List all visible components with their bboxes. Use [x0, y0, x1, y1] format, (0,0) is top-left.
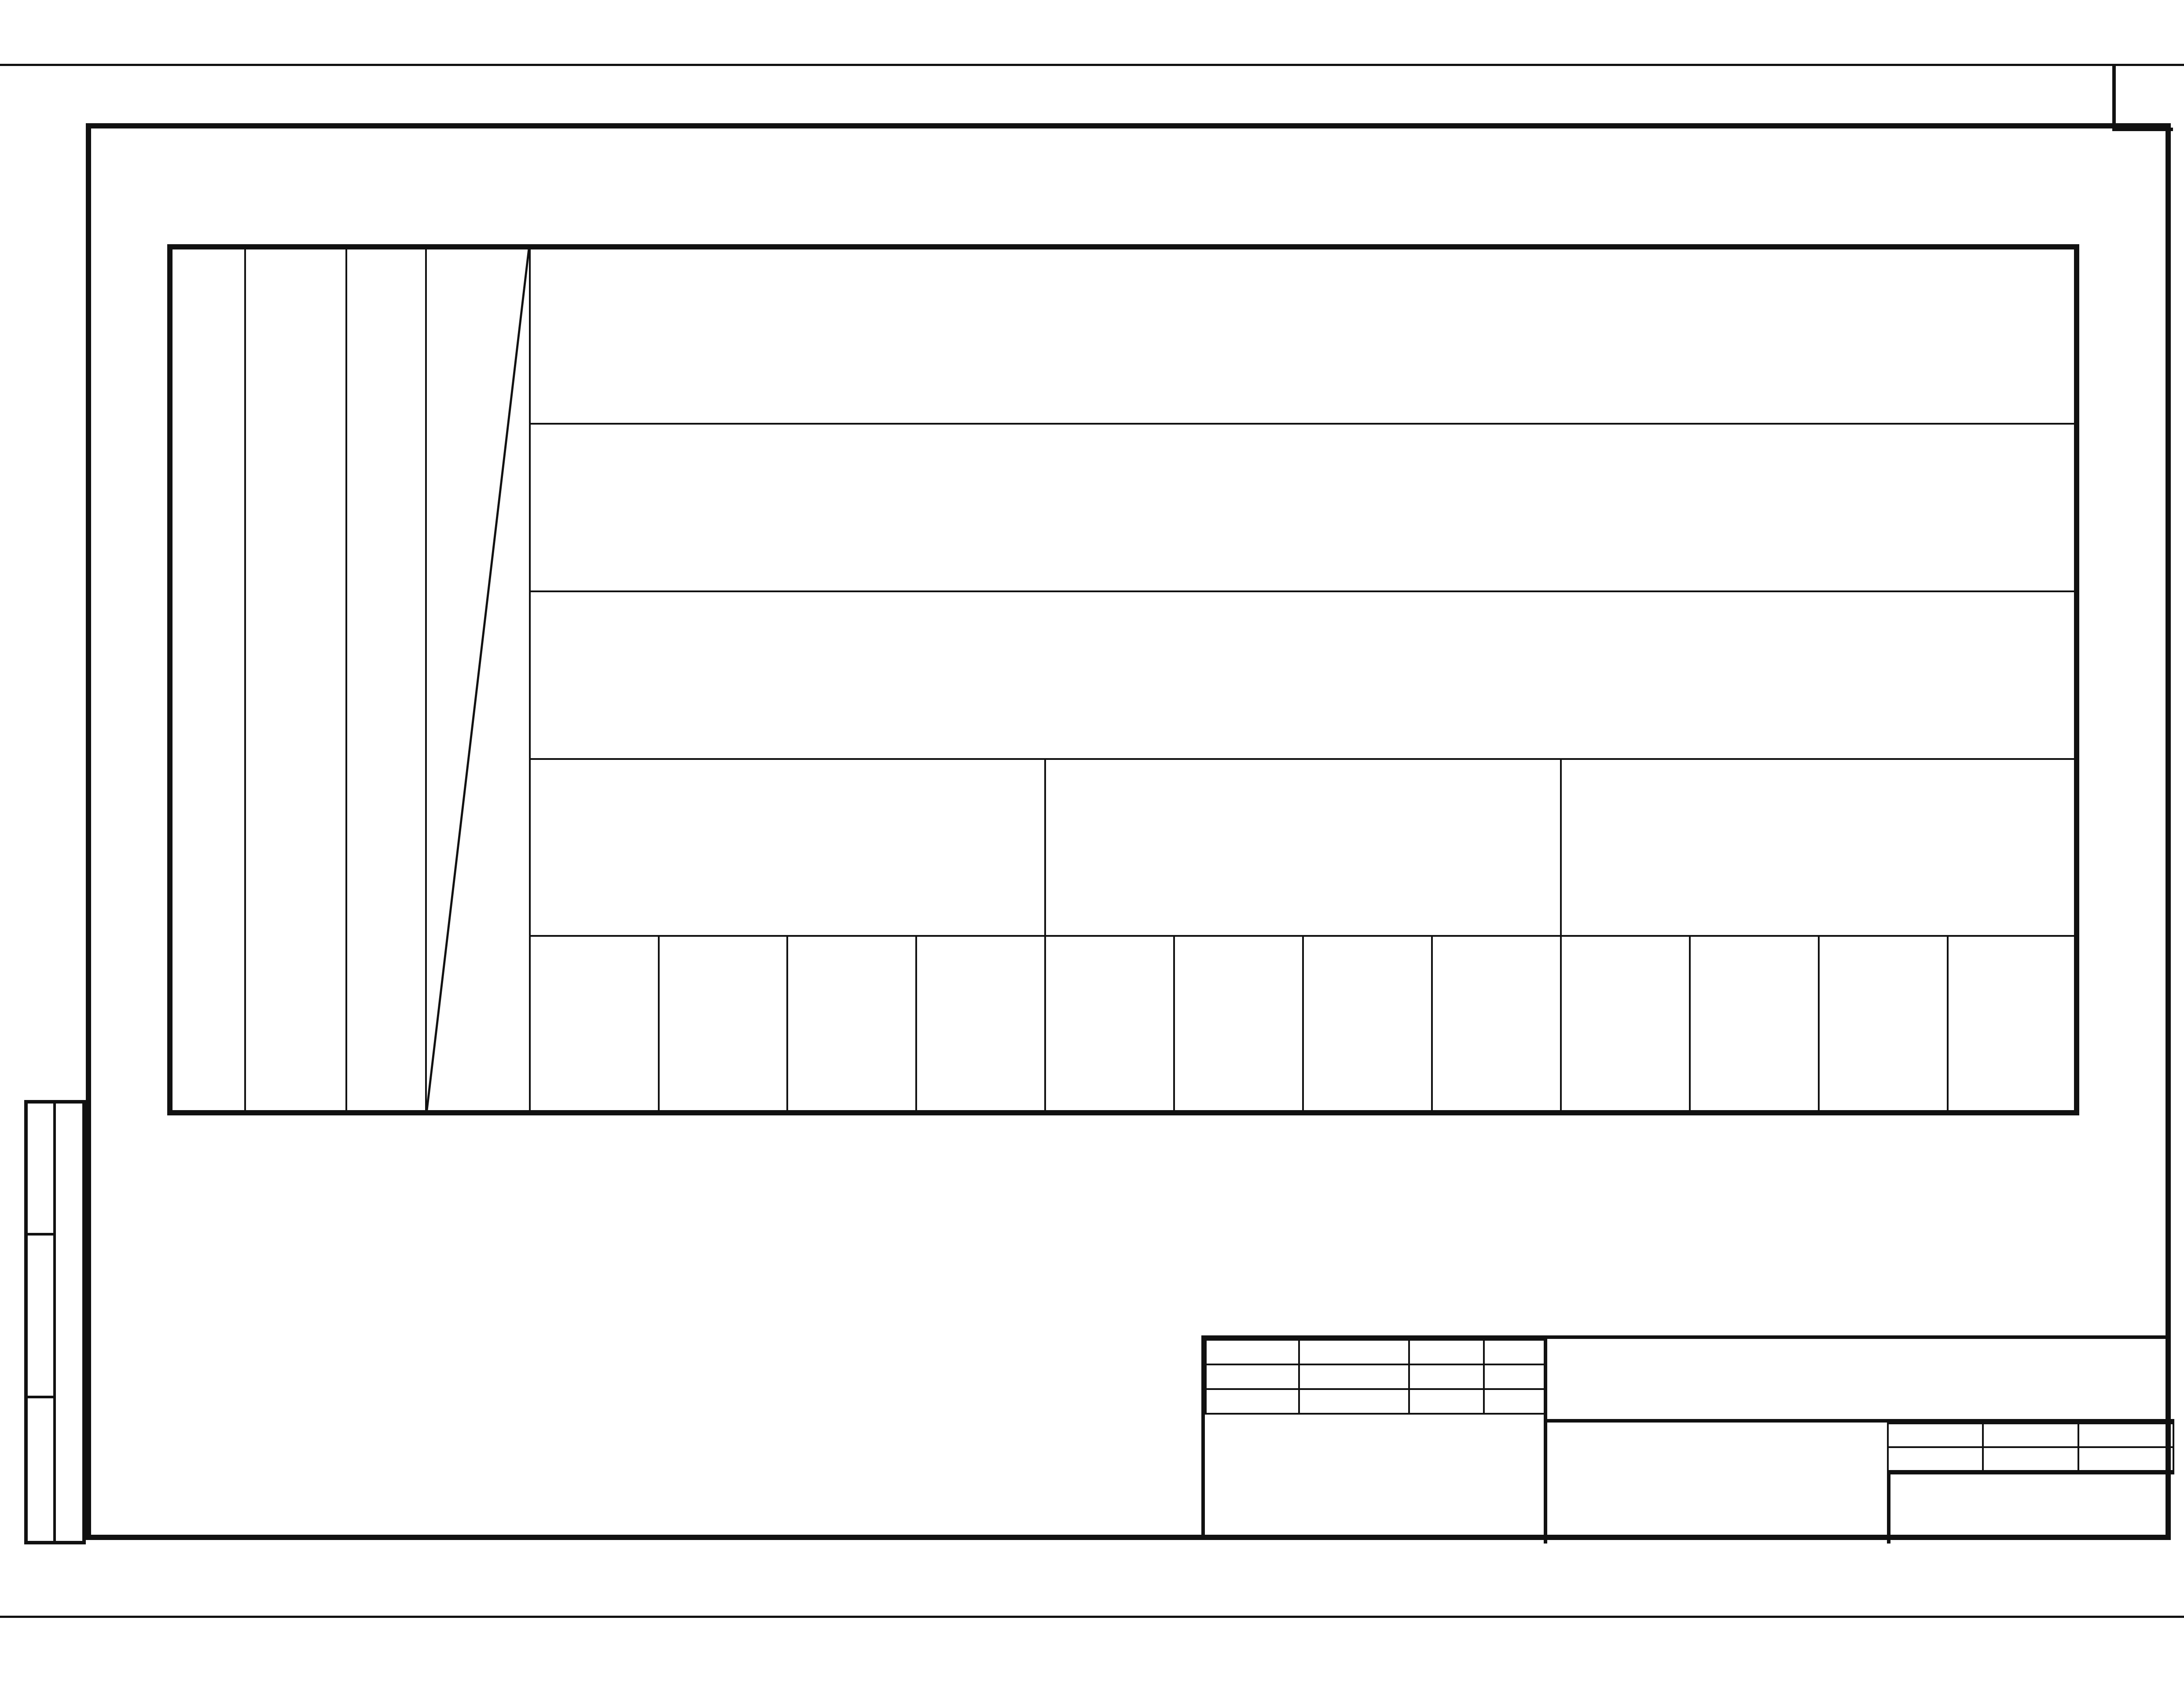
sub-column-header — [1045, 936, 1174, 1113]
sub-column-header — [1948, 936, 2077, 1113]
stage-value — [1888, 1447, 1983, 1471]
sheets-value — [2078, 1447, 2173, 1471]
stage-header — [1888, 1423, 1983, 1447]
sub-column-header — [1174, 936, 1303, 1113]
sheet-header — [1983, 1423, 2078, 1447]
sub-column-header — [1432, 936, 1561, 1113]
organization-name — [1887, 1471, 2174, 1544]
stamp-vzam-inv — [28, 1104, 53, 1236]
left-margin-stamp — [24, 1100, 86, 1544]
sheets-header — [2078, 1423, 2173, 1447]
sub-column-header — [916, 936, 1045, 1113]
region-group-i — [530, 759, 1046, 936]
sub-column-header — [787, 936, 916, 1113]
region-group-iv — [1561, 759, 2077, 936]
header-wind-regions — [530, 247, 2077, 424]
top-trim-line — [0, 64, 2184, 66]
sheet-description — [1544, 1423, 1887, 1544]
header-snow-regions — [530, 591, 2077, 759]
stamp-podpis-data — [28, 1236, 53, 1398]
sub-column-header — [659, 936, 788, 1113]
title-block — [1201, 1335, 2171, 1540]
header-construct-no — [170, 247, 245, 1113]
header-diagonal-line — [427, 249, 529, 1110]
signature-table — [1205, 1339, 1545, 1415]
header-column-type — [426, 247, 530, 1113]
document-code — [1544, 1339, 2174, 1423]
sub-column-header — [1303, 936, 1432, 1113]
sub-column-header — [1690, 936, 1819, 1113]
bottom-trim-line — [0, 1616, 2184, 1618]
sheet-number — [2112, 64, 2173, 131]
stamp-inv-podl — [28, 1398, 53, 1541]
sub-column-header — [530, 936, 659, 1113]
stamp-divider — [53, 1104, 56, 1541]
sub-column-header — [1819, 936, 1948, 1113]
stage-table — [1887, 1423, 2174, 1472]
header-gabarit-no — [245, 247, 347, 1113]
header-load-scheme — [346, 247, 426, 1113]
sub-column-header — [1561, 936, 1690, 1113]
load-table — [167, 244, 2079, 1115]
sheet-value — [1983, 1447, 2078, 1471]
header-empty-row — [530, 424, 2077, 591]
region-group-ii-iii — [1045, 759, 1561, 936]
